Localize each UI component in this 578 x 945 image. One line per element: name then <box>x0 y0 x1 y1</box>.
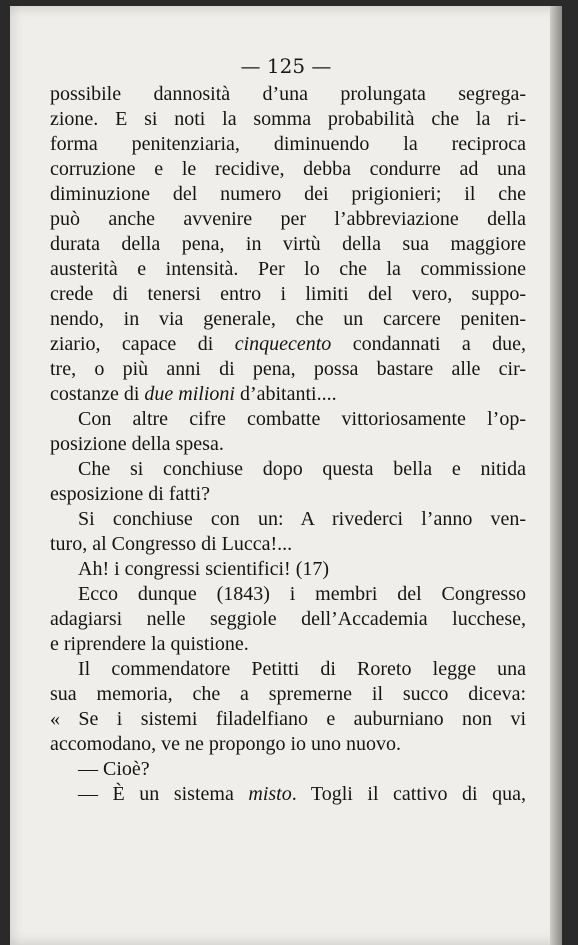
text-line: Si conchiuse con un: A rivederci l’anno ven- <box>78 508 526 530</box>
italic-text: cinquecento <box>234 333 332 355</box>
text-line: esposizione di fatti? <box>50 483 210 505</box>
text-line: corruzione e le recidive, debba condurre ad una <box>50 158 526 180</box>
text-fragment: condannati a due, <box>352 333 527 355</box>
text-fragment: costanze di <box>50 383 140 405</box>
body-text <box>50 82 526 807</box>
text-line: posizione della spesa. <box>50 433 224 455</box>
book-spine <box>550 6 562 945</box>
text-line: crede di tenersi entro i limiti del vero, suppo- <box>50 283 526 305</box>
page-number-header: — 125 — <box>240 54 332 78</box>
text-line: può anche avvenire per l’abbreviazione della <box>50 208 526 230</box>
text-line: e riprendere la quistione. <box>50 633 249 655</box>
text-line: possibile dannosità d’una prolungata segrega- <box>50 83 526 105</box>
text-line <box>50 382 526 407</box>
text-line: « Se i sistemi filadelfiano e auburniano non vi <box>50 708 526 730</box>
text-line: nendo, in via generale, che un carcere peniten- <box>50 308 526 330</box>
text-line <box>50 782 526 807</box>
text-line: Ah! i congressi scientifici! (17) <box>78 558 330 580</box>
text-line: zione. E si noti la somma probabilità che la ri- <box>50 108 526 130</box>
text-line: forma penitenziaria, diminuendo la reciproca <box>50 133 526 155</box>
text-line: turo, al Congresso di Lucca!... <box>50 533 293 555</box>
text-line: durata della pena, in virtù della sua maggiore <box>50 233 526 255</box>
text-line: Il commendatore Petitti di Roreto legge una <box>78 658 526 680</box>
text-line: accomodano, ve ne propongo io uno nuovo. <box>50 733 402 755</box>
text-line: Che si conchiuse dopo questa bella e nitida <box>78 458 526 480</box>
text-line: Ecco dunque (1843) i membri del Congresso <box>78 583 526 605</box>
book-page <box>10 6 562 945</box>
text-line: sua memoria, che a spremerne il succo diceva: <box>50 683 526 705</box>
text-line: Con altre cifre combatte vittoriosamente l’op- <box>78 408 526 430</box>
text-fragment: d’abitanti.... <box>239 383 337 405</box>
text-line: — Cioè? <box>78 758 150 780</box>
text-fragment: ziario, capace di <box>50 333 214 355</box>
italic-text: misto <box>248 783 292 805</box>
text-line: tre, o più anni di pena, possa bastare alle cir- <box>50 358 526 380</box>
text-line: austerità e intensità. Per lo che la commissione <box>50 258 526 280</box>
text-fragment: . Togli il cattivo di qua, <box>291 783 526 805</box>
text-line <box>50 332 526 357</box>
text-fragment: — È un sistema <box>78 783 234 805</box>
italic-text: due milioni <box>144 383 235 405</box>
text-line: adagiarsi nelle seggiole dell’Accademia lucchese, <box>50 608 526 630</box>
text-line: diminuzione del numero dei prigionieri; il che <box>50 183 526 205</box>
